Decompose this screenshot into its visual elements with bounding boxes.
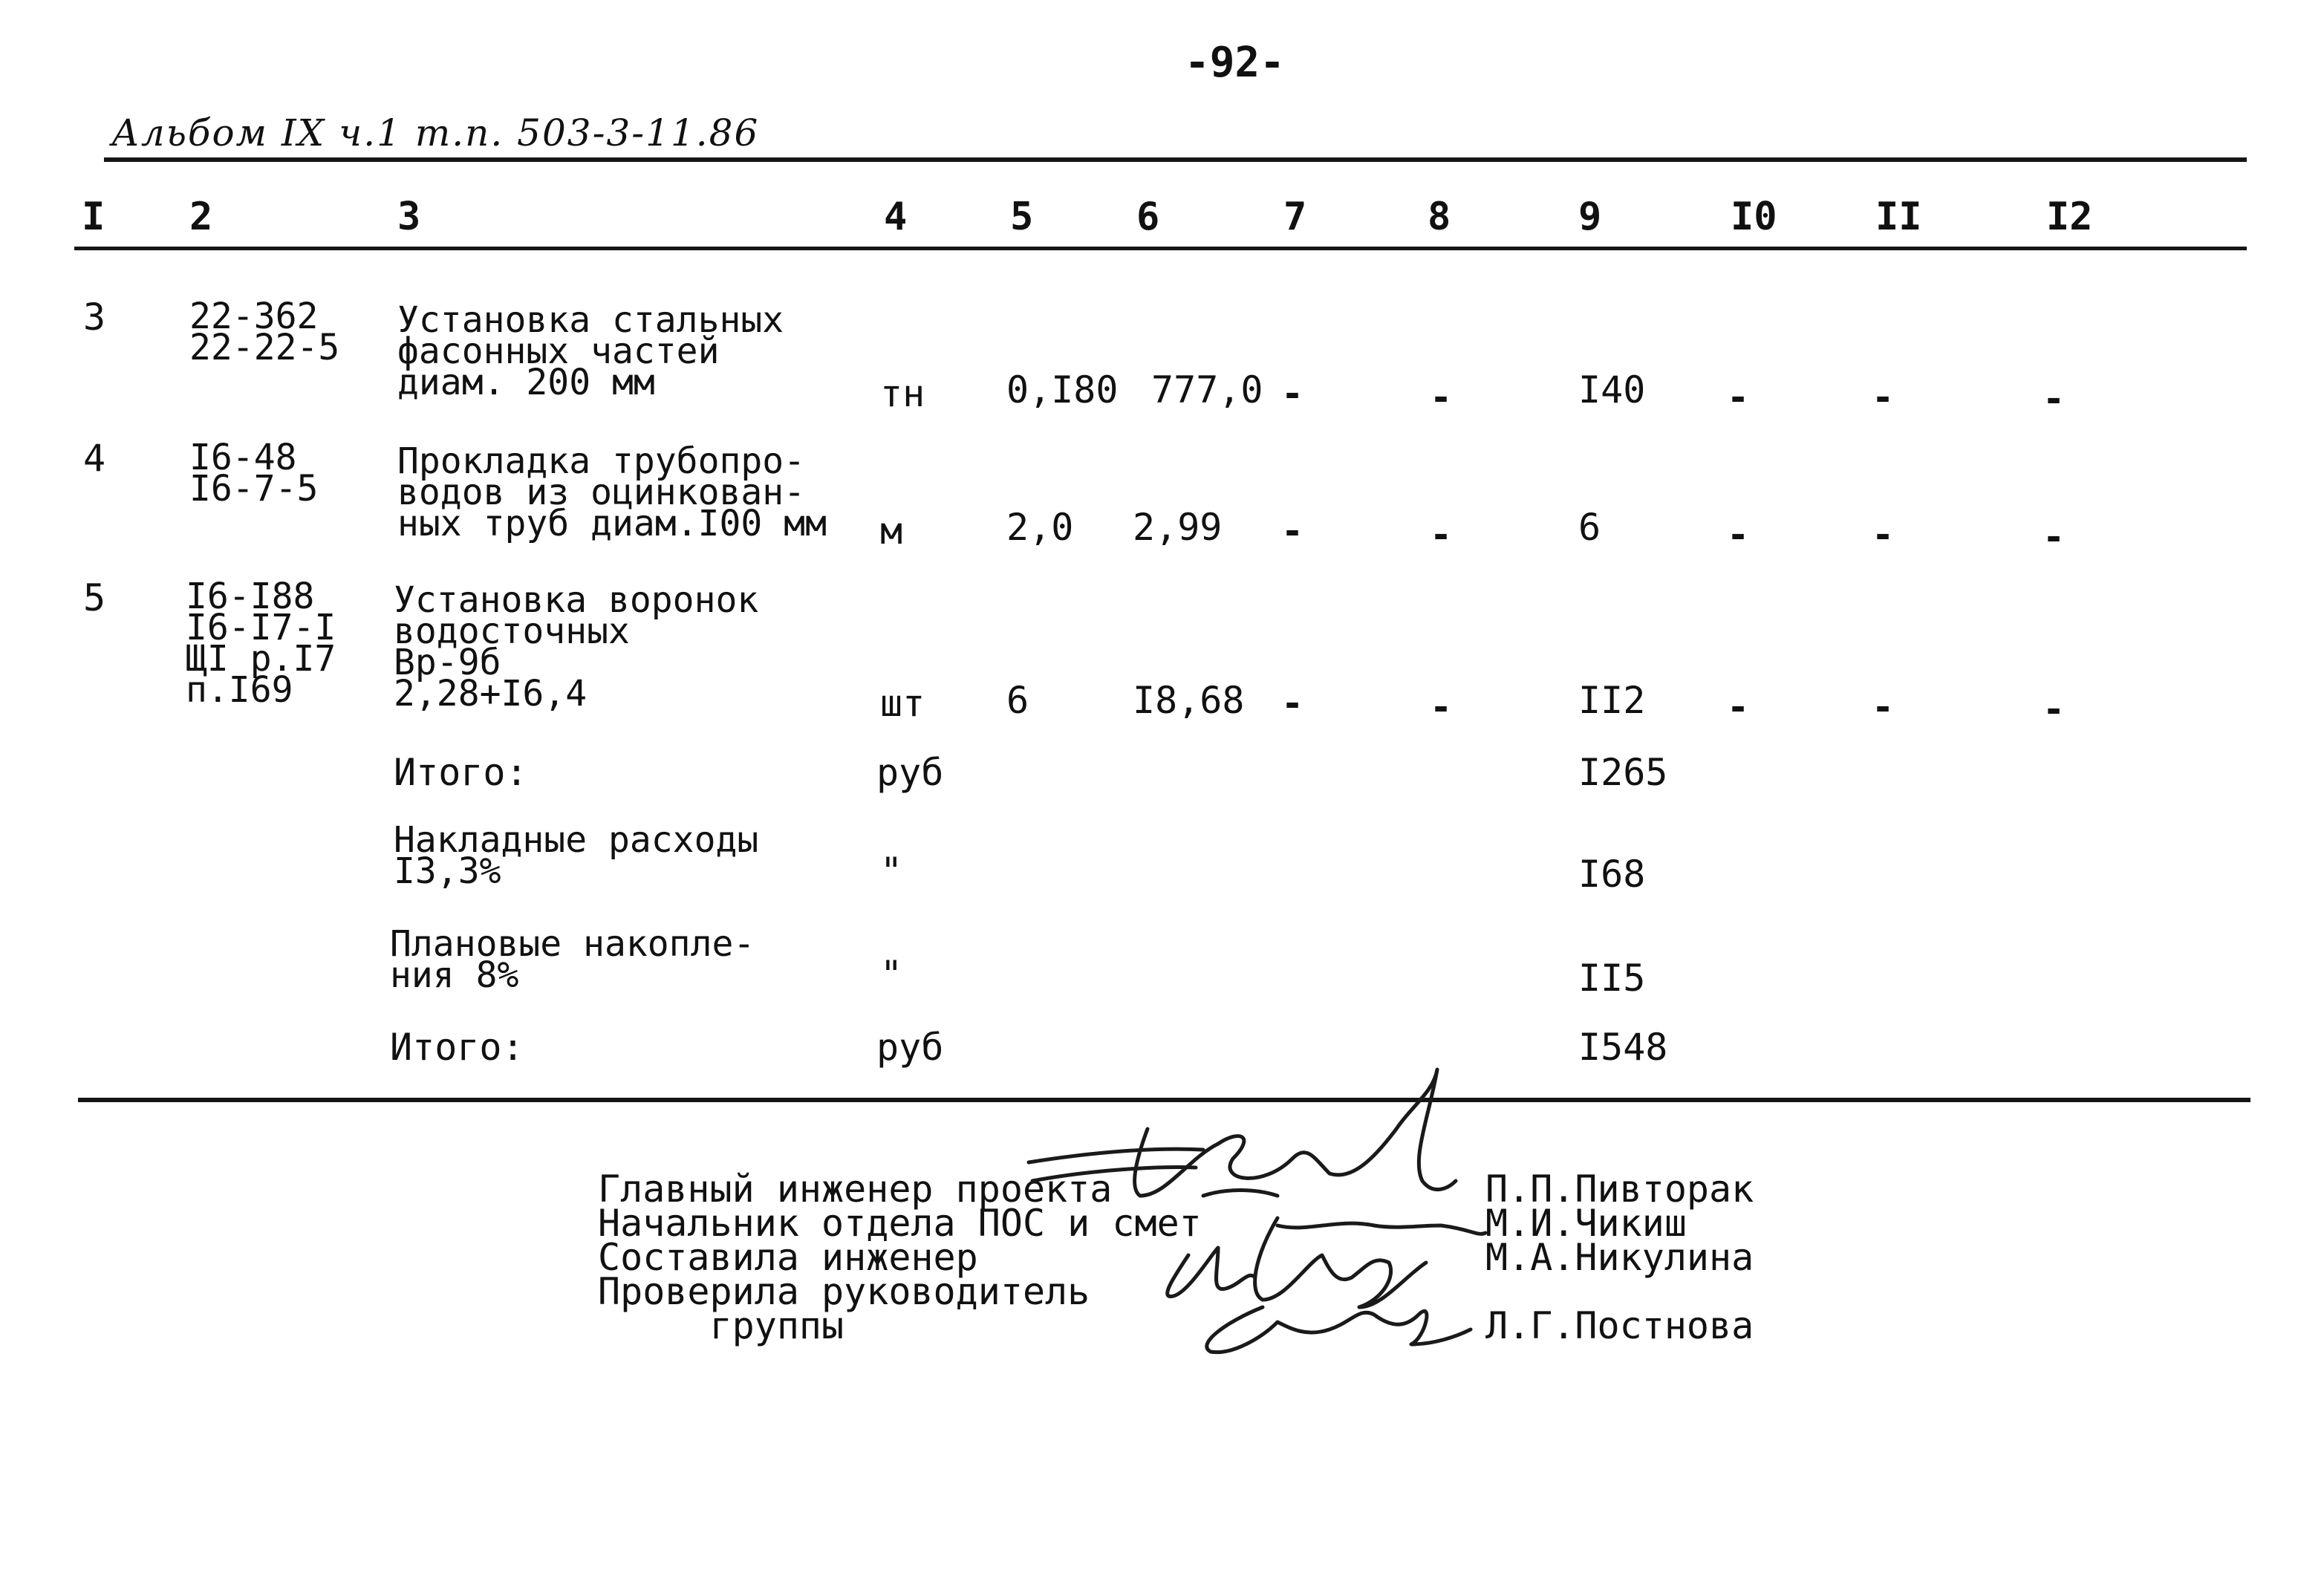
row-unit: тн <box>880 372 925 415</box>
total-label: Итого: <box>394 751 528 794</box>
album-reference: Альбом IX ч.1 т.п. 503-3-11.86 <box>111 111 760 154</box>
row-qty: 2,0 <box>1006 506 1074 549</box>
total-unit: " <box>880 953 903 996</box>
total-unit: " <box>880 850 903 893</box>
total-unit: руб <box>876 751 944 794</box>
col-header-4: 4 <box>884 195 908 239</box>
row-col8: - <box>1430 513 1453 556</box>
row-name: Прокладка трубопро- водов из оцинкован- ных труб диам.I00 мм <box>397 440 827 544</box>
row-col11: - <box>1872 686 1895 729</box>
signature-names: П.П.Пивторак М.И.Чикиш М.А.Никулина Л.Г.Постнова <box>1485 1168 1754 1347</box>
row-name: Установка воронок водосточных Вр-9б 2,28+I6,4 <box>394 579 759 714</box>
col-header-7: 7 <box>1283 195 1307 239</box>
col-header-10: I0 <box>1731 195 1777 239</box>
col-header-3: 3 <box>397 195 421 239</box>
page-number: -92- <box>1185 39 1285 87</box>
signature-roles: Главный инженер проекта Начальник отдела ПОС и смет Составила инженер Проверила руководитель группы <box>598 1168 1202 1347</box>
col-header-12: I2 <box>2046 195 2093 239</box>
row-name: Установка стальных фасонных частей диам. 200 мм <box>397 299 784 403</box>
row-col8: - <box>1430 686 1453 729</box>
row-col12: - <box>2043 515 2066 559</box>
row-price: 2,99 <box>1133 506 1223 549</box>
row-unit: шт <box>880 682 925 725</box>
row-col9: I40 <box>1578 368 1646 411</box>
total-label: Плановые накопле- ния 8% <box>390 923 755 996</box>
col-header-1: I <box>82 195 105 239</box>
row-col10: - <box>1727 513 1750 556</box>
total-value: I548 <box>1578 1026 1668 1069</box>
col-header-5: 5 <box>1010 195 1034 239</box>
row-col12: - <box>2043 688 2066 731</box>
row-qty: 0,I80 <box>1006 368 1119 411</box>
row-col9: II2 <box>1578 679 1646 722</box>
row-col7: - <box>1281 509 1304 553</box>
row-col11: - <box>1872 376 1895 419</box>
row-code: 22-362 22-22-5 <box>189 296 340 368</box>
col-header-2: 2 <box>189 195 213 239</box>
signature-1 <box>1029 1070 1456 1196</box>
row-col11: - <box>1872 513 1895 556</box>
row-col12: - <box>2043 377 2066 420</box>
row-col8: - <box>1430 376 1453 419</box>
row-col10: - <box>1727 376 1750 419</box>
total-value: II5 <box>1578 957 1646 1000</box>
row-number: 4 <box>83 437 106 480</box>
row-price: 777,0 <box>1151 368 1263 411</box>
total-unit: руб <box>876 1026 944 1069</box>
total-label: Итого: <box>390 1026 524 1069</box>
row-price: I8,68 <box>1133 679 1245 722</box>
signature-2 <box>1203 1191 1485 1234</box>
row-col10: - <box>1727 686 1750 729</box>
row-unit: м <box>880 509 903 553</box>
total-value: I265 <box>1578 751 1668 794</box>
signature-3 <box>1168 1218 1426 1307</box>
row-code: I6-48 I6-7-5 <box>189 437 319 509</box>
signature-4 <box>1207 1307 1471 1352</box>
row-col7: - <box>1281 682 1304 725</box>
row-number: 3 <box>83 296 106 339</box>
row-code: I6-I88 I6-I7-I ЩI р.I7 п.I69 <box>186 576 336 711</box>
row-col9: 6 <box>1578 506 1601 549</box>
col-header-8: 8 <box>1428 195 1451 239</box>
col-header-11: II <box>1875 195 1922 239</box>
col-header-6: 6 <box>1136 195 1160 239</box>
col-header-9: 9 <box>1578 195 1602 239</box>
row-number: 5 <box>83 576 106 619</box>
row-qty: 6 <box>1006 679 1029 722</box>
row-col7: - <box>1281 372 1304 415</box>
total-label: Накладные расходы I3,3% <box>394 819 759 892</box>
total-value: I68 <box>1578 853 1646 896</box>
